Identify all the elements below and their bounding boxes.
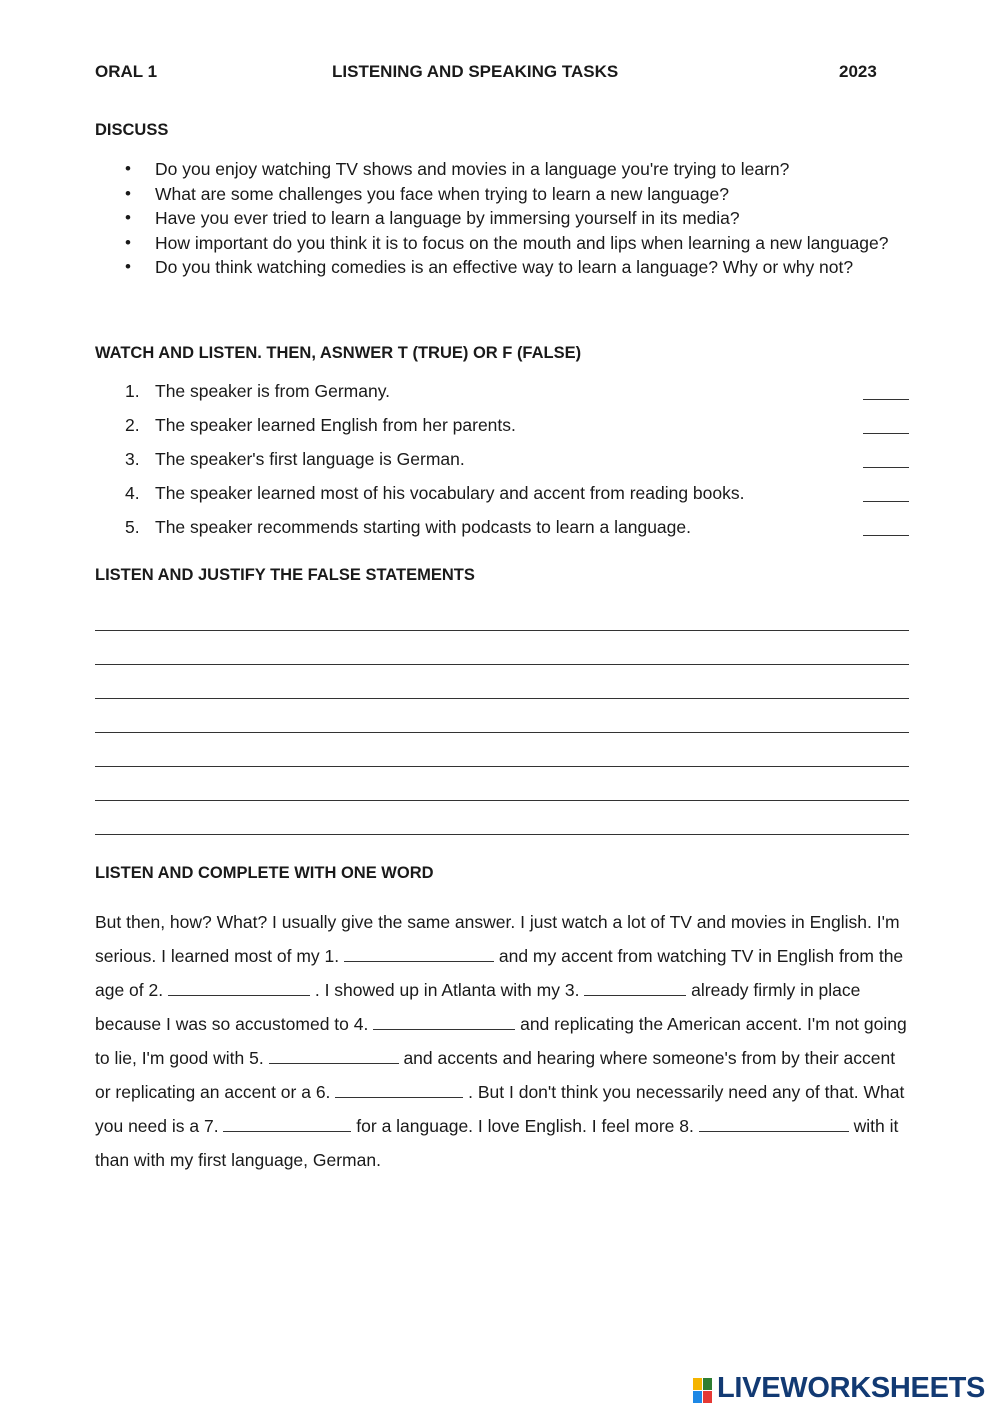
cloze-text: . But I don't think you necessarily need any of that. What you need is a 7. xyxy=(95,1082,905,1136)
tf-answer-blank[interactable] xyxy=(863,535,909,536)
tf-item xyxy=(95,378,910,412)
tf-item-number: 4. xyxy=(125,483,140,503)
tf-item-number: 3. xyxy=(125,449,140,469)
gap-blank-6[interactable] xyxy=(335,1081,463,1098)
header-title: LISTENING AND SPEAKING TASKS xyxy=(332,62,619,81)
complete-title: LISTEN AND COMPLETE WITH ONE WORD xyxy=(95,864,434,882)
tf-item-number: 2. xyxy=(125,415,140,435)
logo-blocks-icon xyxy=(693,1378,713,1404)
cloze-text: . I showed up in Atlanta with my 3. xyxy=(309,980,585,1000)
gap-blank-2[interactable] xyxy=(168,979,310,996)
answer-line[interactable] xyxy=(95,766,909,767)
tf-answer-blank[interactable] xyxy=(863,467,909,468)
answer-line[interactable] xyxy=(95,834,909,835)
tf-item-text: The speaker is from Germany. xyxy=(155,381,391,401)
header-year: 2023 xyxy=(839,62,877,81)
answer-line[interactable] xyxy=(95,732,909,733)
cloze-paragraph xyxy=(95,905,915,1177)
answer-line[interactable] xyxy=(95,630,909,631)
gap-blank-1[interactable] xyxy=(344,945,494,962)
cloze-text: with it than with my first language, German. xyxy=(95,1116,899,1170)
gap-blank-7[interactable] xyxy=(223,1115,351,1132)
tf-item-number: 5. xyxy=(125,517,140,537)
gap-blank-8[interactable] xyxy=(699,1115,849,1132)
discuss-item: • Do you enjoy watching TV shows and movies in a language you're trying to learn? xyxy=(95,157,915,182)
tf-item xyxy=(95,480,910,514)
gap-blank-4[interactable] xyxy=(373,1013,515,1030)
header-course: ORAL 1 xyxy=(95,62,158,81)
discuss-item: • Have you ever tried to learn a language by immersing yourself in its media? xyxy=(95,206,915,231)
cloze-text: and accents and hearing where someone's from by their accent or replicating an accent or a 6. xyxy=(95,1048,896,1102)
discuss-title: DISCUSS xyxy=(95,121,169,139)
logo-text: LIVEWORKSHEETS xyxy=(717,1372,986,1404)
true-false-title: WATCH AND LISTEN. THEN, ASNWER T (TRUE) OR F (FALSE) xyxy=(95,344,582,362)
tf-item-text: The speaker recommends starting with podcasts to learn a language. xyxy=(155,517,691,537)
tf-item xyxy=(95,514,910,548)
tf-item-text: The speaker learned English from her parents. xyxy=(155,415,516,435)
gap-blank-3[interactable] xyxy=(584,979,686,996)
gap-blank-5[interactable] xyxy=(269,1047,399,1064)
tf-item xyxy=(95,412,910,446)
tf-item xyxy=(95,446,910,480)
cloze-text: and replicating the American accent. I'm not going to lie, I'm good with 5. xyxy=(95,1014,907,1068)
discuss-item: • Do you think watching comedies is an effective way to learn a language? Why or why not? xyxy=(95,255,915,280)
cloze-text: for a language. I love English. I feel more 8. xyxy=(351,1116,699,1136)
cloze-text: already firmly in place because I was so accustomed to 4. xyxy=(95,980,861,1034)
answer-line[interactable] xyxy=(95,664,909,665)
tf-item-number: 1. xyxy=(125,381,140,401)
tf-answer-blank[interactable] xyxy=(863,501,909,502)
cloze-text: and my accent from watching TV in English from the age of 2. xyxy=(95,946,904,1000)
true-false-list xyxy=(95,378,910,548)
tf-item-text: The speaker's first language is German. xyxy=(155,449,465,469)
answer-line[interactable] xyxy=(95,800,909,801)
discuss-list xyxy=(95,157,915,280)
tf-answer-blank[interactable] xyxy=(863,399,909,400)
discuss-item: • How important do you think it is to focus on the mouth and lips when learning a new language? xyxy=(95,231,915,256)
tf-answer-blank[interactable] xyxy=(863,433,909,434)
tf-item-text: The speaker learned most of his vocabulary and accent from reading books. xyxy=(155,483,745,503)
discuss-item: • What are some challenges you face when trying to learn a new language? xyxy=(95,182,915,207)
justify-title: LISTEN AND JUSTIFY THE FALSE STATEMENTS xyxy=(95,566,475,584)
cloze-text: But then, how? What? I usually give the same answer. I just watch a lot of TV and movies in English. I'm serious. I learned most of my 1. xyxy=(95,912,900,966)
liveworksheets-logo xyxy=(693,1373,993,1409)
answer-line[interactable] xyxy=(95,698,909,699)
